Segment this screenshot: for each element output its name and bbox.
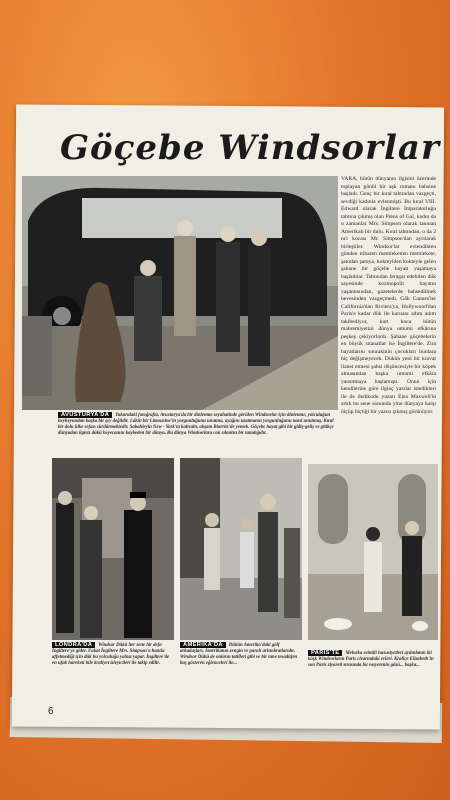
page-number: 6 xyxy=(48,706,54,717)
caption-paris xyxy=(308,650,438,694)
article-title: Göçebe Windsorlar xyxy=(60,128,440,168)
caption-america-text: Dükün Amerika'daki gölf arkadaşları, Amerikanın zengin ve paralı aristokratlarıdır. Windsor Dükü de onların tatilleri gibi ve bir tane tesadüfen baş gösteren eğlenceleri ile... xyxy=(180,643,298,667)
caption-austria-text: Yukarıdaki fotoğrafta, Avusturya'da bir dinlenme seyahatinde görülen Windsorlar için dinlenme, yolculuğun heyheyundan başka bir şey değildir. Lâkin bir Limousine'in yorgunluğunu unutma, ayağını uzatmanın yorgunluğunu nasıl unutmuş. Kıral bir dolu ülke sefası sürdürmektedir. Sabahleyin New - York'ta kahvaltı, akşam Biarritz'de yemek. Göçebe hayat gibi bir gidiş-geliş ve gitikçe dünyadan ilgisiz dükü heyecanını kaybeden bir dünya. Bu dünya Windsorlara can sıkıntısı bir tanıdığıdır. xyxy=(58,413,334,437)
caption-paris-label: PARİS'TE xyxy=(308,650,342,656)
caption-london-label: LONDRA'DA xyxy=(52,642,95,648)
main-photo xyxy=(22,176,338,410)
caption-america-label: AMERİKA'DA xyxy=(180,642,226,648)
caption-paris-text: Meksika esintili hususiyetleri aydınlatan iki köşk Windsorların Paris civarındaki evleri. Kraliçe Elizabeth'in son Paris ziyareti sırasında bu sosyetenin gözü... başka... xyxy=(308,651,434,669)
caption-london-text: Windsor Dükü her sene bir defa İngiltere'ye gider. Fakat İngiltere Mrs. Simpson'a hanıla affetmediği için dük bu yolculuğu yalnız yapar. İngiltere'de en ufak hareketi bile kraliyet izleyicileri ile takip edilir. xyxy=(52,643,170,667)
caption-austria xyxy=(58,412,340,442)
caption-london xyxy=(52,642,174,686)
article-body-text: VARA, bütün dünyanın ilgisini üzerinde toplayan gönül bir aşk romanı bahsine başladı. Genç bir kıral tahtından vazgeçti, sevdiği kadınla evlenmişti. Bu kıral VIII. Edward olarak İngiltere İmparatorluğu tahtına çıkmış olan Prens of Gal, kadın da o zamanlar Mrs. Simpson olarak tanınan Amerikalı bir dulu. Kıral tahtından, o da 2 nci kocası Mr. Simpson'dan ayrılarak birleştiler. Windsor'lar evlendikten günden itibaren memleketten memlekete, şatodan şatoya, kokteylden kokteyle gelen şahane bir göçebe hayatı yaşamaya başladılar. Tahtından feragat edebilen dük sayesinde kozmopolit hayatın yaşantısından, gazetelerde bahsedilmek hevesinden vazgeçmedi. Gâh Cannes'ler California'dan Riviera'ya, Hollywood'dan Paris'e kadar dük ile karısını adım adım takibediyor, kurt koca bütün mahremiyetini dünya umumi efkârına peşkeş çekiyorlardı. Şahane göçebelerin en büyük sıtanatlar ise İngiltere'de. Zira hayatlarını sonrakinin çocukları bunlara hiç değişmeyecek. Dükün yeni bir kravat ilanet etmesi şahsi düşüncesiyle bir köpek almasından başka umumi efkâra yansıtmaya başlamıştı. Onun için kendilerine göre ilginç yazılar istedikleri ile de dedikodu yazarı Elsa Maxwell'in artık bu sene sonunda yine dünyaya karşı ölçüp biçtiği bir yazısı çıkmış görünüyor. xyxy=(341,176,436,415)
america-photo xyxy=(180,458,302,640)
caption-america xyxy=(180,642,302,686)
article-body xyxy=(341,176,436,440)
london-photo xyxy=(52,458,174,640)
caption-austria-label: AVUSTURYA'DA xyxy=(58,412,112,418)
paris-photo xyxy=(308,464,438,640)
